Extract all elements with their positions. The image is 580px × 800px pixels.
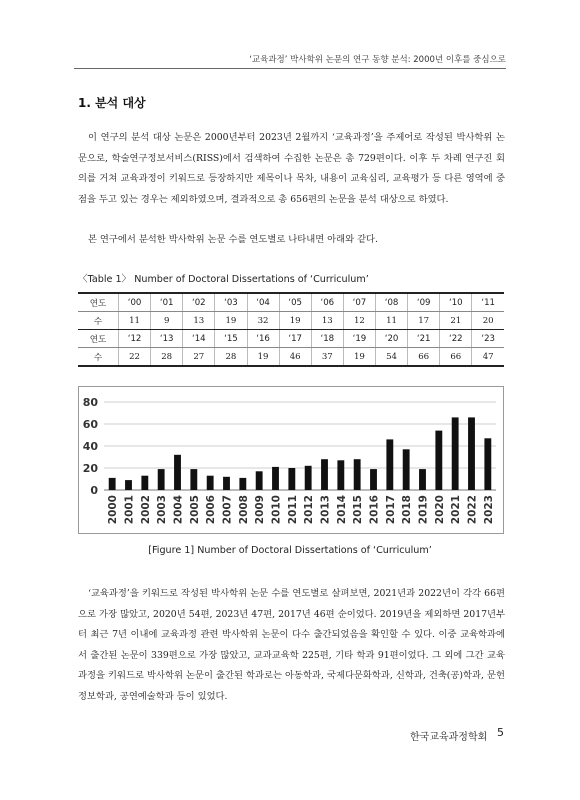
y-tick-label: 40 [82, 440, 98, 453]
table-cell: 46 [279, 348, 311, 367]
bar [354, 459, 361, 490]
bar [239, 478, 246, 490]
footer-journal-name: 한국교육과정학회 [410, 732, 488, 743]
table-cell: 37 [311, 348, 343, 367]
table-cell: ‘05 [279, 293, 311, 312]
x-tick-label: 2020 [433, 495, 446, 525]
table-cell: 13 [311, 312, 343, 330]
x-tick-label: 2011 [286, 495, 299, 525]
table-cell: 54 [376, 348, 408, 367]
table-cell: 19 [215, 312, 247, 330]
table-row-header: 연도 [78, 330, 119, 348]
bar [141, 476, 148, 490]
bar [419, 469, 426, 490]
y-tick-label: 20 [82, 462, 98, 475]
bar [190, 469, 197, 490]
table-cell: ‘03 [215, 293, 247, 312]
paragraph-table-intro: 본 연구에서 분석한 박사학위 논문 수를 연도별로 나타내면 아래와 같다. [88, 234, 378, 245]
bar [207, 476, 214, 490]
bar [109, 478, 116, 490]
table-cell: 12 [343, 312, 375, 330]
x-tick-label: 2013 [319, 495, 332, 525]
x-tick-label: 2006 [205, 495, 218, 525]
table-cell: 27 [183, 348, 215, 367]
table-cell: 19 [343, 348, 375, 367]
table-year-row [78, 293, 504, 312]
figure-caption: [Figure 1] Number of Doctoral Dissertations of ‘Curriculum’ [148, 545, 432, 556]
table-cell: ‘11 [472, 293, 504, 312]
bar [174, 455, 181, 490]
table-cell: ‘15 [215, 330, 247, 348]
table-cell: ‘00 [119, 293, 151, 312]
table-cell: 21 [440, 312, 472, 330]
bar [321, 459, 328, 490]
table-cell: ‘01 [151, 293, 183, 312]
table-count-row [78, 348, 504, 367]
paragraph-discussion: ‘교육과정’을 키워드로 작성된 박사학위 논문 수를 연도별로 살펴보면, 2021년과 2022년이 각각 66편으로 가장 많았고, 2020년 54편, 2023년 47편, 2017년 46편 순이었다. 2019년을 제외하면 2017년부터 최근 7년 이내에 교육과정 관련 박사학위 논문이 다수 출간되었음을 확인할 수 있다. 이중 교육학과에서 출간된 논문이 339편으로 가장 많았고, 교과교육학 225편, 기타 학과 91편이었다. 그 외에 그간 교육과정을 키워드로 박사학위 논문이 출간된 학과로는 아동학과, 국제다문화학과, 신학과, 건축(공)학과, 문헌정보학과, 공연예술학과 등이 있었다. [78, 588, 505, 702]
y-tick-label: 0 [90, 484, 98, 497]
bar [256, 471, 263, 490]
table-cell: ‘22 [440, 330, 472, 348]
table-cell: 20 [472, 312, 504, 330]
table-cell: ‘02 [183, 293, 215, 312]
table-caption: 〈Table 1〉 Number of Doctoral Dissertations of ‘Curriculum’ [78, 274, 369, 285]
bar [452, 417, 459, 490]
table-cell: 28 [215, 348, 247, 367]
bar [272, 467, 279, 490]
table-cell: ‘19 [343, 330, 375, 348]
x-tick-label: 2022 [466, 495, 479, 525]
table-count-row [78, 312, 504, 330]
table-cell: 11 [376, 312, 408, 330]
table-cell: 17 [408, 312, 440, 330]
table-cell: ‘23 [472, 330, 504, 348]
table-row-header: 연도 [78, 293, 119, 312]
table-cell: 66 [440, 348, 472, 367]
table-cell: 47 [472, 348, 504, 367]
table-cell: ‘04 [247, 293, 279, 312]
x-tick-label: 2019 [417, 495, 430, 525]
table-cell: ‘08 [376, 293, 408, 312]
table-row-header: 수 [78, 312, 119, 330]
table-year-row [78, 330, 504, 348]
running-header: ‘교육과정’ 박사학위 논문의 연구 동향 분석: 2000년 이후를 중심으로 [249, 55, 506, 65]
table-cell: 9 [151, 312, 183, 330]
x-tick-label: 2010 [270, 495, 283, 525]
x-tick-label: 2021 [450, 495, 463, 525]
table-cell: ‘12 [119, 330, 151, 348]
bar [370, 469, 377, 490]
x-tick-label: 2009 [254, 495, 267, 525]
bar [386, 439, 393, 490]
table-cell: ‘06 [311, 293, 343, 312]
table-cell: ‘16 [247, 330, 279, 348]
bar [337, 460, 344, 490]
x-tick-label: 2001 [123, 495, 136, 525]
x-tick-label: 2000 [107, 495, 120, 525]
paragraph-analysis-target: 이 연구의 분석 대상 논문은 2000년부터 2023년 2월까지 ‘교육과정’을 주제어로 작성된 박사학위 논문으로, 학술연구정보서비스(RISS)에서 검색하여 수집한 논문은 총 729편이다. 이후 두 차례 연구진 회의를 거쳐 교육과정이 키워드로 등장하지만 제목이나 목차, 내용이 교육심리, 교육평가 등 다른 영역에 중점을 두고 있는 경우는 제외하였으며, 결과적으로 총 656편의 논문을 분석 대상으로 하였다. [78, 132, 505, 205]
table-cell: 66 [408, 348, 440, 367]
x-tick-label: 2012 [303, 495, 316, 525]
bar [288, 468, 295, 490]
bar [305, 466, 312, 490]
bar [125, 480, 132, 490]
table-cell: ‘10 [440, 293, 472, 312]
bar-chart [78, 386, 504, 534]
table-cell: 28 [151, 348, 183, 367]
table-cell: ‘20 [376, 330, 408, 348]
table-cell: ‘21 [408, 330, 440, 348]
section-title: 1. 분석 대상 [78, 96, 146, 110]
bar [468, 417, 475, 490]
x-tick-label: 2016 [368, 495, 381, 525]
table-row-header: 수 [78, 348, 119, 367]
x-tick-label: 2005 [188, 495, 201, 525]
table-cell: ‘09 [408, 293, 440, 312]
table-cell: 11 [119, 312, 151, 330]
table-cell: ‘18 [311, 330, 343, 348]
x-tick-label: 2023 [482, 495, 495, 525]
table-cell: ‘17 [279, 330, 311, 348]
bar [223, 477, 230, 490]
table-cell: ‘07 [343, 293, 375, 312]
y-tick-label: 60 [82, 418, 98, 431]
x-tick-label: 2007 [221, 495, 234, 525]
x-tick-label: 2008 [237, 495, 250, 525]
x-tick-label: 2017 [384, 495, 397, 525]
bar [484, 438, 491, 490]
table-cell: 19 [279, 312, 311, 330]
table-cell: 22 [119, 348, 151, 367]
table-cell: 13 [183, 312, 215, 330]
y-tick-label: 80 [82, 396, 98, 409]
x-tick-label: 2014 [335, 495, 348, 525]
bar [435, 431, 442, 490]
bar [158, 469, 165, 490]
x-tick-label: 2015 [352, 495, 365, 525]
x-tick-label: 2004 [172, 495, 185, 525]
dissertation-count-table [78, 292, 504, 367]
bar [403, 449, 410, 490]
x-tick-label: 2018 [401, 495, 414, 525]
x-tick-label: 2003 [156, 495, 169, 525]
x-tick-label: 2002 [139, 495, 152, 525]
table-cell: 32 [247, 312, 279, 330]
page-number: 5 [497, 726, 504, 739]
header-rule [74, 68, 506, 69]
table-cell: ‘13 [151, 330, 183, 348]
table-cell: ‘14 [183, 330, 215, 348]
table-cell: 19 [247, 348, 279, 367]
figure-chart [78, 386, 504, 534]
